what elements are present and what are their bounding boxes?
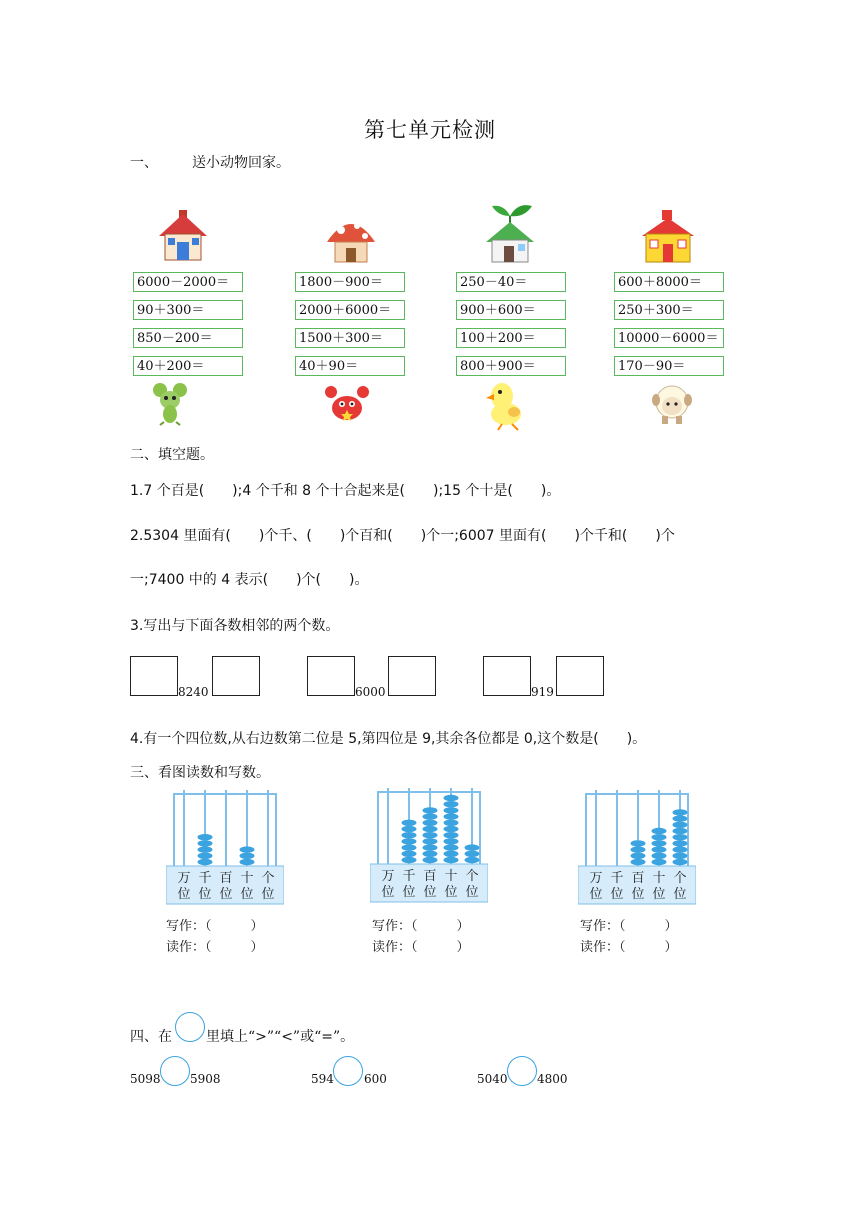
equation-box: 600＋8000＝: [614, 272, 724, 292]
equation-box: 850－200＝: [133, 328, 243, 348]
abacus-bead: [444, 832, 459, 838]
equation-box: 250－40＝: [456, 272, 566, 292]
equation-box: 10000－6000＝: [614, 328, 724, 348]
abacus-bead: [652, 859, 667, 865]
equation-box: 40＋90＝: [295, 356, 405, 376]
abacus: [578, 788, 696, 906]
place-name-label: 千: [198, 871, 212, 886]
section2-heading: 二、填空题。: [130, 447, 214, 463]
section1-heading: 送小动物回家。: [192, 155, 290, 171]
compare-right: 600: [364, 1072, 387, 1086]
abacus-bead: [423, 813, 438, 819]
place-suffix-label: 位: [631, 887, 645, 902]
abacus-bead: [423, 844, 438, 850]
answer-box[interactable]: [130, 656, 178, 696]
answer-box[interactable]: [212, 656, 260, 696]
place-suffix-label: 位: [652, 887, 666, 902]
section3-heading: 三、看图读数和写数。: [130, 765, 270, 781]
equation-box: 100＋200＝: [456, 328, 566, 348]
abacus-bead: [402, 826, 417, 832]
abacus-bead: [198, 859, 213, 865]
abacus-bead: [402, 844, 417, 850]
abacus-bead: [444, 813, 459, 819]
equation-box: 90＋300＝: [133, 300, 243, 320]
abacus-bead: [423, 826, 438, 832]
abacus-bead: [652, 828, 667, 834]
abacus-bead: [240, 853, 255, 859]
chick-icon: [480, 380, 526, 432]
abacus-bead: [673, 834, 688, 840]
abacus-bead: [673, 822, 688, 828]
question-2-line2: 一;7400 中的 4 表示( )个( )。: [130, 572, 369, 588]
place-suffix-label: 位: [381, 885, 395, 900]
compare-circle[interactable]: [507, 1056, 537, 1086]
equation-box: 6000－2000＝: [133, 272, 243, 292]
abacus-bead: [631, 846, 646, 852]
place-suffix-label: 位: [589, 887, 603, 902]
place-suffix-label: 位: [465, 885, 479, 900]
place-name-label: 百: [423, 869, 437, 884]
abacus-bead: [444, 801, 459, 807]
place-name-label: 个: [465, 869, 479, 884]
question-1: 1.7 个百是( );4 个千和 8 个十合起来是( );15 个十是( )。: [130, 483, 561, 499]
compare-left: 5040: [477, 1072, 508, 1086]
section4-heading-pre: 四、在: [130, 1029, 172, 1045]
neighbor-number: 919: [531, 685, 554, 699]
abacus-drawing: [370, 786, 488, 904]
abacus-bead: [673, 828, 688, 834]
place-suffix-label: 位: [261, 887, 275, 902]
abacus-bead: [673, 815, 688, 821]
question-2-line1: 2.5304 里面有( )个千、( )个百和( )个一;6007 里面有( )个千和( )个: [130, 528, 675, 544]
abacus-bead: [198, 840, 213, 846]
abacus-bead: [423, 820, 438, 826]
compare-circle[interactable]: [175, 1012, 205, 1042]
read-label: 读作：（ ）: [372, 940, 470, 955]
neighbor-number: 8240: [178, 685, 209, 699]
neighbor-number: 6000: [355, 685, 386, 699]
question-4: 4.有一个四位数,从右边数第二位是 5,第四位是 9,其余各位都是 0,这个数是( )。: [130, 731, 647, 747]
house-icon: [155, 208, 211, 264]
abacus-bead: [465, 844, 480, 850]
place-name-label: 十: [444, 869, 458, 884]
equation-box: 170－90＝: [614, 356, 724, 376]
place-name-label: 十: [652, 871, 666, 886]
equation-box: 40＋200＝: [133, 356, 243, 376]
abacus-bead: [423, 807, 438, 813]
abacus-bead: [652, 834, 667, 840]
equation-box: 250＋300＝: [614, 300, 724, 320]
compare-circle[interactable]: [333, 1056, 363, 1086]
abacus-bead: [240, 859, 255, 865]
place-name-label: 个: [673, 871, 687, 886]
abacus-bead: [240, 846, 255, 852]
abacus-bead: [423, 857, 438, 863]
section1-number: 一、: [130, 155, 158, 171]
abacus-bead: [673, 846, 688, 852]
equation-box: 1800－900＝: [295, 272, 405, 292]
equation-box: 800＋900＝: [456, 356, 566, 376]
place-suffix-label: 位: [444, 885, 458, 900]
answer-box[interactable]: [556, 656, 604, 696]
abacus-bead: [631, 859, 646, 865]
abacus-bead: [673, 859, 688, 865]
abacus-bead: [673, 853, 688, 859]
abacus-drawing: [166, 788, 284, 906]
abacus-bead: [402, 851, 417, 857]
abacus-bead: [402, 838, 417, 844]
sheep-icon: [650, 382, 694, 426]
place-name-label: 百: [631, 871, 645, 886]
abacus-bead: [402, 832, 417, 838]
place-name-label: 百: [219, 871, 233, 886]
abacus-bead: [444, 807, 459, 813]
place-suffix-label: 位: [610, 887, 624, 902]
question-3: 3.写出与下面各数相邻的两个数。: [130, 618, 340, 634]
write-label: 写作：（ ）: [580, 919, 678, 934]
abacus: [370, 786, 488, 904]
place-suffix-label: 位: [198, 887, 212, 902]
abacus-bead: [444, 844, 459, 850]
abacus-bead: [402, 857, 417, 863]
write-label: 写作：（ ）: [372, 919, 470, 934]
equation-box: 900＋600＝: [456, 300, 566, 320]
green-house-icon: [482, 202, 538, 266]
mouse-icon: [152, 380, 188, 426]
abacus-bead: [673, 840, 688, 846]
abacus-bead: [423, 832, 438, 838]
place-name-label: 万: [381, 869, 395, 884]
abacus-bead: [444, 838, 459, 844]
page-title: 第七单元检测: [364, 118, 496, 142]
abacus-bead: [444, 826, 459, 832]
abacus-bead: [423, 851, 438, 857]
place-name-label: 万: [589, 871, 603, 886]
abacus-bead: [631, 853, 646, 859]
section4-heading-post: 里填上“>”“<”或“=”。: [206, 1029, 355, 1045]
abacus-bead: [198, 853, 213, 859]
abacus-bead: [652, 853, 667, 859]
abacus-bead: [631, 840, 646, 846]
place-name-label: 千: [610, 871, 624, 886]
place-name-label: 千: [402, 869, 416, 884]
answer-box[interactable]: [483, 656, 531, 696]
abacus-bead: [402, 820, 417, 826]
place-name-label: 十: [240, 871, 254, 886]
abacus-bead: [465, 851, 480, 857]
equation-box: 1500＋300＝: [295, 328, 405, 348]
compare-right: 5908: [190, 1072, 221, 1086]
abacus-bead: [198, 846, 213, 852]
compare-left: 5098: [130, 1072, 161, 1086]
crab-icon: [322, 382, 372, 426]
abacus-bead: [465, 857, 480, 863]
abacus-bead: [444, 851, 459, 857]
mushroom-house-icon: [323, 212, 379, 266]
place-suffix-label: 位: [402, 885, 416, 900]
place-suffix-label: 位: [219, 887, 233, 902]
place-suffix-label: 位: [240, 887, 254, 902]
abacus-drawing: [578, 788, 696, 906]
abacus-bead: [198, 834, 213, 840]
abacus-bead: [444, 857, 459, 863]
abacus: [166, 788, 284, 906]
place-suffix-label: 位: [673, 887, 687, 902]
read-label: 读作：（ ）: [580, 940, 678, 955]
compare-right: 4800: [537, 1072, 568, 1086]
place-suffix-label: 位: [423, 885, 437, 900]
abacus-bead: [673, 809, 688, 815]
read-label: 读作：（ ）: [166, 940, 264, 955]
abacus-bead: [652, 840, 667, 846]
answer-box[interactable]: [388, 656, 436, 696]
write-label: 写作：（ ）: [166, 919, 264, 934]
abacus-bead: [423, 838, 438, 844]
equation-box: 2000＋6000＝: [295, 300, 405, 320]
compare-circle[interactable]: [160, 1056, 190, 1086]
place-name-label: 万: [177, 871, 191, 886]
place-suffix-label: 位: [177, 887, 191, 902]
place-name-label: 个: [261, 871, 275, 886]
answer-box[interactable]: [307, 656, 355, 696]
abacus-bead: [444, 820, 459, 826]
red-house-icon: [640, 210, 696, 266]
abacus-bead: [652, 846, 667, 852]
abacus-bead: [444, 795, 459, 801]
compare-left: 594: [311, 1072, 334, 1086]
